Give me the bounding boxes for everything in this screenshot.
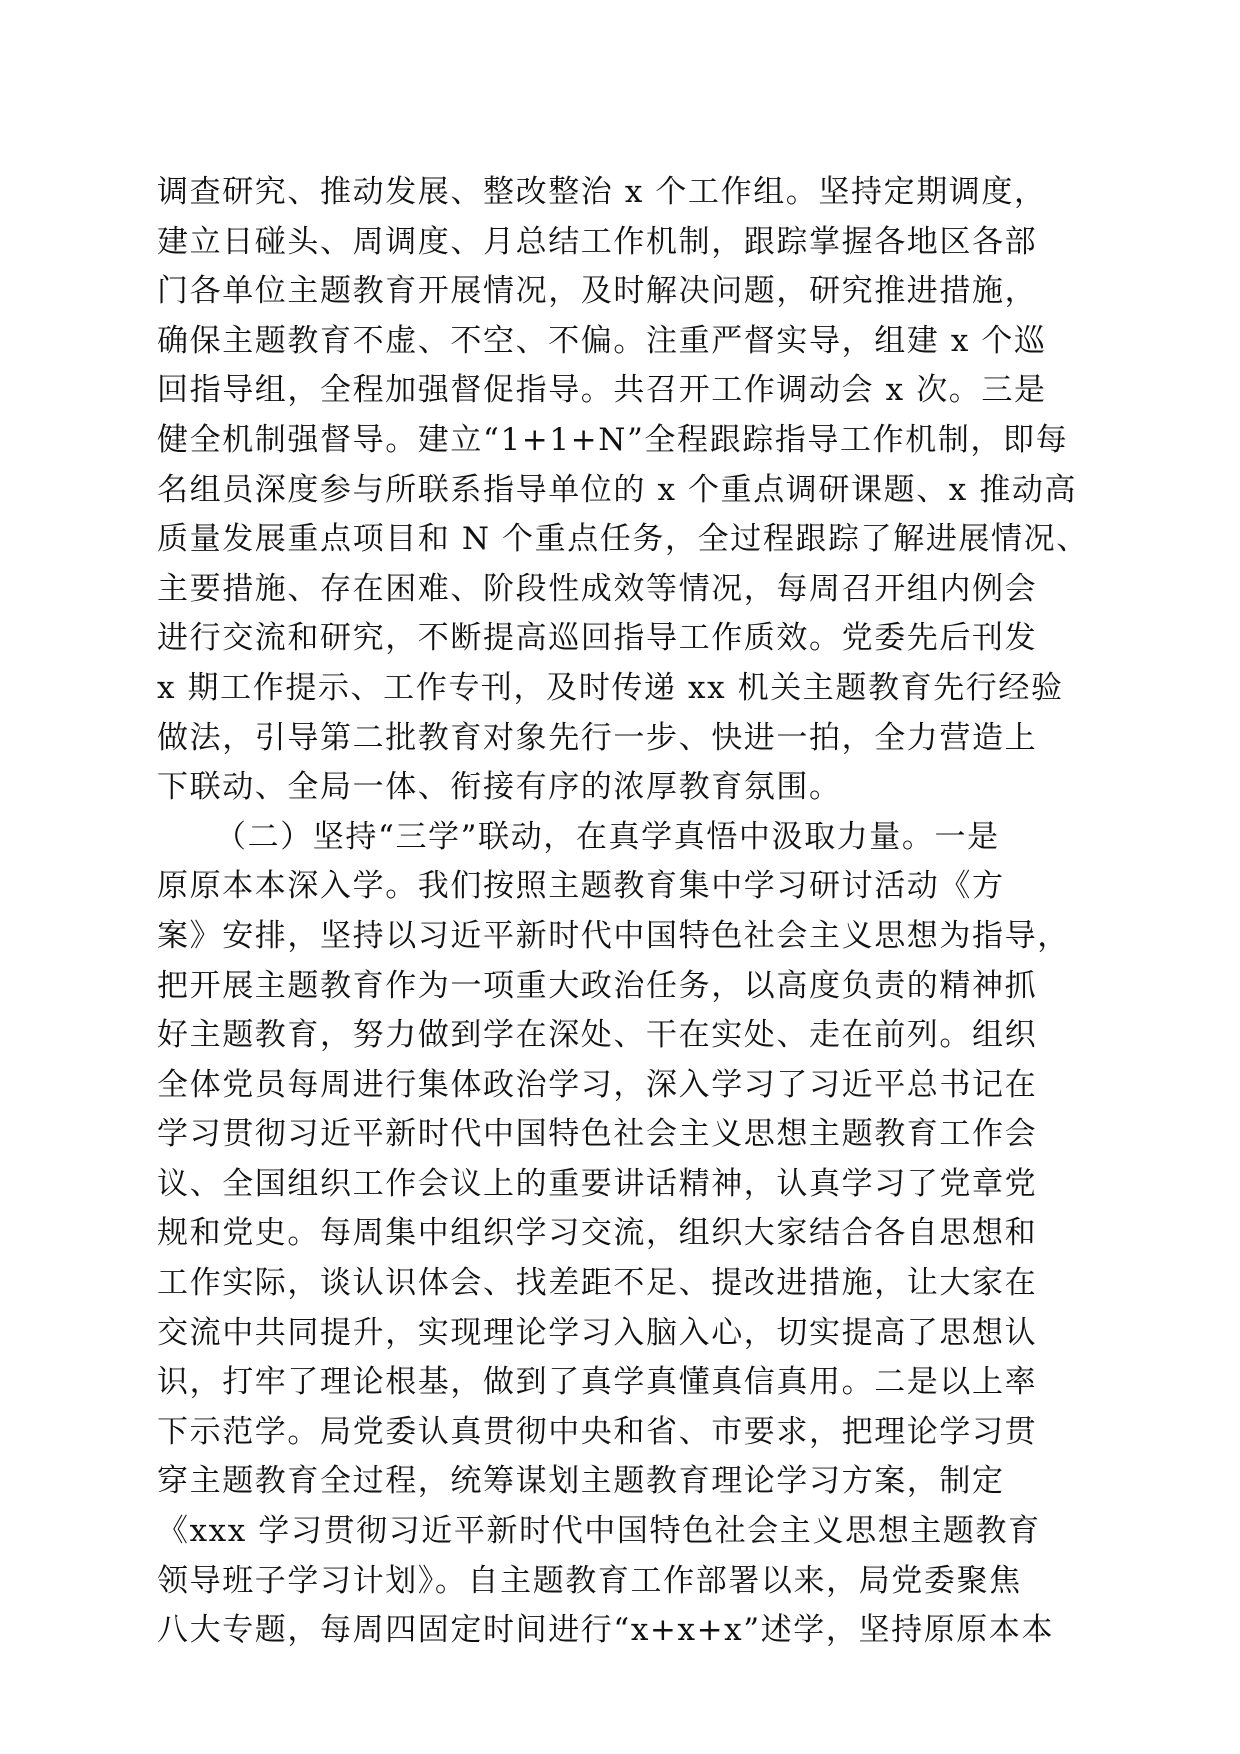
text-line-28: 《xxx 学习贯彻习近平新时代中国特色社会主义思想主题教育 xyxy=(157,1513,1041,1550)
body-text xyxy=(157,168,1097,1656)
text-line-16: 案》安排，坚持以习近平新时代中国特色社会主义思想为指导， xyxy=(157,917,1070,954)
text-line-19: 全体党员每周进行集体政治学习，深入学习了习近平总书记在 xyxy=(157,1066,1038,1103)
text-line-13: 下联动、全局一体、衔接有序的浓厚教育氛围。 xyxy=(157,769,842,806)
text-line-7: 名组员深度参与所联系指导单位的 x 个重点调研课题、x 推动高 xyxy=(157,471,1078,508)
text-line-9: 主要措施、存在困难、阶段性成效等情况，每周召开组内例会 xyxy=(157,570,1038,607)
text-line-4: 确保主题教育不虚、不空、不偏。注重严督实导，组建 x 个巡 xyxy=(157,322,1047,359)
text-line-5: 回指导组，全程加强督促指导。共召开工作调动会 x 次。三是 xyxy=(157,372,1047,409)
text-line-10: 进行交流和研究，不断提高巡回指导工作质效。党委先后刊发 xyxy=(157,620,1038,657)
text-line-1: 调查研究、推动发展、整改整治 x 个工作组。坚持定期调度， xyxy=(157,174,1047,210)
text-line-17: 把开展主题教育作为一项重大政治任务，以高度负责的精神抓 xyxy=(157,967,1038,1004)
text-line-24: 交流中共同提升，实现理论学习入脑入心，切实提高了思想认 xyxy=(157,1314,1038,1351)
text-line-27: 穿主题教育全过程，统筹谋划主题教育理论学习方案，制定 xyxy=(157,1463,1005,1500)
text-line-18: 好主题教育，努力做到学在深处、干在实处、走在前列。组织 xyxy=(157,1017,1038,1054)
section-heading-line: （二）坚持“三学”联动，在真学真悟中汲取力量。一是 xyxy=(215,818,1000,855)
text-line-30: 八大专题，每周四固定时间进行“x+x+x”述学，坚持原原本本 xyxy=(157,1612,1055,1649)
text-line-23: 工作实际，谈认识体会、找差距不足、提改进措施，让大家在 xyxy=(157,1265,1038,1302)
text-line-8: 质量发展重点项目和 N 个重点任务，全过程跟踪了解进展情况、 xyxy=(157,521,1089,558)
text-line-2: 建立日碰头、周调度、月总结工作机制，跟踪掌握各地区各部 xyxy=(157,223,1038,260)
text-line-11: x 期工作提示、工作专刊，及时传递 xx 机关主题教育先行经验 xyxy=(157,669,1064,706)
text-line-22: 规和党史。每周集中组织学习交流，组织大家结合各自思想和 xyxy=(157,1215,1038,1252)
text-line-29: 领导班子学习计划》。自主题教育工作部署以来，局党委聚焦 xyxy=(157,1562,1022,1599)
text-line-21: 议、全国组织工作会议上的重要讲话精神，认真学习了党章党 xyxy=(157,1165,1038,1202)
text-line-26: 下示范学。局党委认真贯彻中央和省、市要求，把理论学习贯 xyxy=(157,1413,1038,1450)
text-line-20: 学习贯彻习近平新时代中国特色社会主义思想主题教育工作会 xyxy=(157,1116,1038,1153)
text-line-6: 健全机制强督导。建立“1+1+N”全程跟踪指导工作机制，即每 xyxy=(157,421,1069,458)
text-line-25: 识，打牢了理论根基，做到了真学真懂真信真用。二是以上率 xyxy=(157,1364,1038,1401)
text-line-3: 门各单位主题教育开展情况，及时解决问题，研究推进措施， xyxy=(157,273,1038,310)
text-line-15: 原原本本深入学。我们按照主题教育集中学习研讨活动《方 xyxy=(157,868,1005,905)
text-line-12: 做法，引导第二批教育对象先行一步、快进一拍，全力营造上 xyxy=(157,719,1038,756)
